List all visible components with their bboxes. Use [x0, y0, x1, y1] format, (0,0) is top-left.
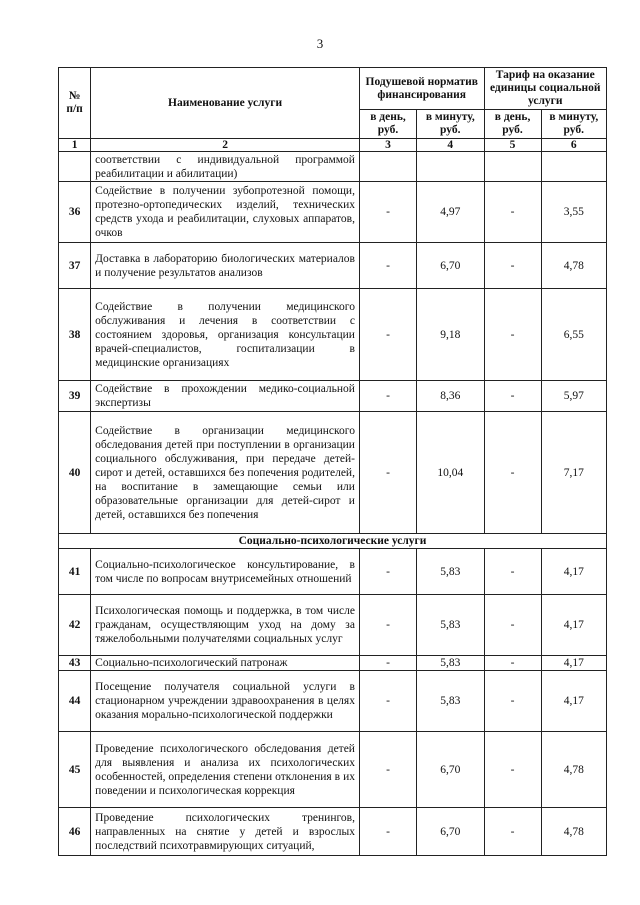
- norm-per-minute: 5,83: [417, 671, 484, 732]
- tariff-per-minute: 4,78: [541, 732, 606, 808]
- tariff-per-day: -: [484, 808, 541, 856]
- tariff-per-minute: 4,78: [541, 243, 606, 289]
- tariff-per-day: -: [484, 595, 541, 656]
- column-number: 2: [91, 139, 360, 152]
- table-row: [59, 381, 607, 412]
- norm-per-minute: 5,83: [417, 549, 484, 595]
- row-number: 40: [59, 412, 91, 534]
- header-norm: Подушевой норматив финансирования: [359, 68, 484, 110]
- norm-per-day: -: [359, 808, 416, 856]
- table-row: [59, 289, 607, 381]
- continuation-row: [59, 152, 607, 182]
- norm-per-minute: 6,70: [417, 243, 484, 289]
- tariff-per-minute: 4,17: [541, 549, 606, 595]
- tariff-per-day: -: [484, 412, 541, 534]
- row-number: 38: [59, 289, 91, 381]
- norm-per-minute: 10,04: [417, 412, 484, 534]
- row-number: 39: [59, 381, 91, 412]
- row-number: 44: [59, 671, 91, 732]
- row-number: 42: [59, 595, 91, 656]
- table-row: [59, 656, 607, 671]
- row-number: 46: [59, 808, 91, 856]
- header-tariff-per-day: в день, руб.: [484, 110, 541, 139]
- tariff-table: [58, 67, 607, 856]
- norm-per-minute: 6,70: [417, 732, 484, 808]
- service-name: Содействие в получении зубопротезной помощи, протезно-ортопедических изделий, технических средств ухода и реабилитации, слуховых аппаратов, очков: [91, 182, 360, 243]
- service-name: Проведение психологического обследования детей для выявления и анализа их психологических особенностей, определения степени отклонения в их поведении и психологическая коррекция: [91, 732, 360, 808]
- column-number: 6: [541, 139, 606, 152]
- table-row: [59, 182, 607, 243]
- section-title: Социально-психологические услуги: [59, 534, 607, 549]
- tariff-per-day: -: [484, 289, 541, 381]
- tariff-per-day: -: [484, 243, 541, 289]
- norm-per-minute: 5,83: [417, 656, 484, 671]
- service-name: Социально-психологический патронаж: [91, 656, 360, 671]
- norm-per-day: -: [359, 732, 416, 808]
- norm-per-minute: 6,70: [417, 808, 484, 856]
- row-number: 43: [59, 656, 91, 671]
- tariff-per-day: -: [484, 549, 541, 595]
- norm-per-day: -: [359, 412, 416, 534]
- table-row: [59, 549, 607, 595]
- column-number: 5: [484, 139, 541, 152]
- tariff-per-day: -: [484, 381, 541, 412]
- row-number: 36: [59, 182, 91, 243]
- header-name: Наименование услуги: [91, 68, 360, 139]
- service-name: Содействие в получении медицинского обслуживания и лечения в соответствии с состоянием здоровья, организация консультации врачей-специалистов, госпитализации в медицинские организациях: [91, 289, 360, 381]
- service-name: Психологическая помощь и поддержка, в том числе гражданам, осуществляющим уход на дому за тяжелобольными получателями социальных услуг: [91, 595, 360, 656]
- service-name: Содействие в организации медицинского обследования детей при поступлении в организации социального обслуживания, при передаче детей-сирот и детей, оставшихся без попечения родителей, на воспитание в замещающие семьи или образовательные организации для детей-сирот и детей, оставшихся без попечения: [91, 412, 360, 534]
- norm-per-minute: 8,36: [417, 381, 484, 412]
- column-number: 1: [59, 139, 91, 152]
- column-number: 3: [359, 139, 416, 152]
- service-name: Посещение получателя социальной услуги в стационарном учреждении здравоохранения в целях оказания морально-психологической поддержки: [91, 671, 360, 732]
- table-row: [59, 808, 607, 856]
- section-row: [59, 534, 607, 549]
- tariff-per-day: -: [484, 671, 541, 732]
- table-row: [59, 595, 607, 656]
- norm-per-day: -: [359, 549, 416, 595]
- norm-per-minute: 5,83: [417, 595, 484, 656]
- tariff-per-day: -: [484, 656, 541, 671]
- column-numbers-row: [59, 139, 607, 152]
- table-row: [59, 243, 607, 289]
- header-norm-per-minute: в минуту, руб.: [417, 110, 484, 139]
- tariff-per-minute: 4,78: [541, 808, 606, 856]
- service-name: Содействие в прохождении медико-социальной экспертизы: [91, 381, 360, 412]
- page-number: 3: [316, 36, 324, 51]
- norm-per-day: -: [359, 671, 416, 732]
- header-tariff-per-minute: в минуту, руб.: [541, 110, 606, 139]
- header-tariff: Тариф на оказание единицы социальной услуги: [484, 68, 607, 110]
- table-row: [59, 412, 607, 534]
- table-row: [59, 671, 607, 732]
- tariff-per-minute: 7,17: [541, 412, 606, 534]
- header-num: № п/п: [59, 68, 91, 139]
- tariff-per-day: -: [484, 182, 541, 243]
- row-number: 41: [59, 549, 91, 595]
- tariff-per-day: -: [484, 732, 541, 808]
- tariff-per-minute: 4,17: [541, 671, 606, 732]
- norm-per-day: -: [359, 182, 416, 243]
- norm-per-day: -: [359, 289, 416, 381]
- tariff-per-minute: 3,55: [541, 182, 606, 243]
- header-norm-per-day: в день, руб.: [359, 110, 416, 139]
- row-number: 45: [59, 732, 91, 808]
- norm-per-minute: 4,97: [417, 182, 484, 243]
- continuation-text: соответствии с индивидуальной программой реабилитации и абилитации): [91, 152, 360, 182]
- service-name: Доставка в лабораторию биологических материалов и получение результатов анализов: [91, 243, 360, 289]
- service-name: Социально-психологическое консультирование, в том числе по вопросам внутрисемейных отношений: [91, 549, 360, 595]
- column-number: 4: [417, 139, 484, 152]
- tariff-per-minute: 6,55: [541, 289, 606, 381]
- tariff-per-minute: 5,97: [541, 381, 606, 412]
- table-row: [59, 732, 607, 808]
- tariff-per-minute: 4,17: [541, 656, 606, 671]
- norm-per-day: -: [359, 595, 416, 656]
- norm-per-day: -: [359, 243, 416, 289]
- norm-per-day: -: [359, 656, 416, 671]
- tariff-per-minute: 4,17: [541, 595, 606, 656]
- row-number: 37: [59, 243, 91, 289]
- service-name: Проведение психологических тренингов, направленных на снятие у детей и взрослых последствий психотравмирующих ситуаций,: [91, 808, 360, 856]
- norm-per-minute: 9,18: [417, 289, 484, 381]
- norm-per-day: -: [359, 381, 416, 412]
